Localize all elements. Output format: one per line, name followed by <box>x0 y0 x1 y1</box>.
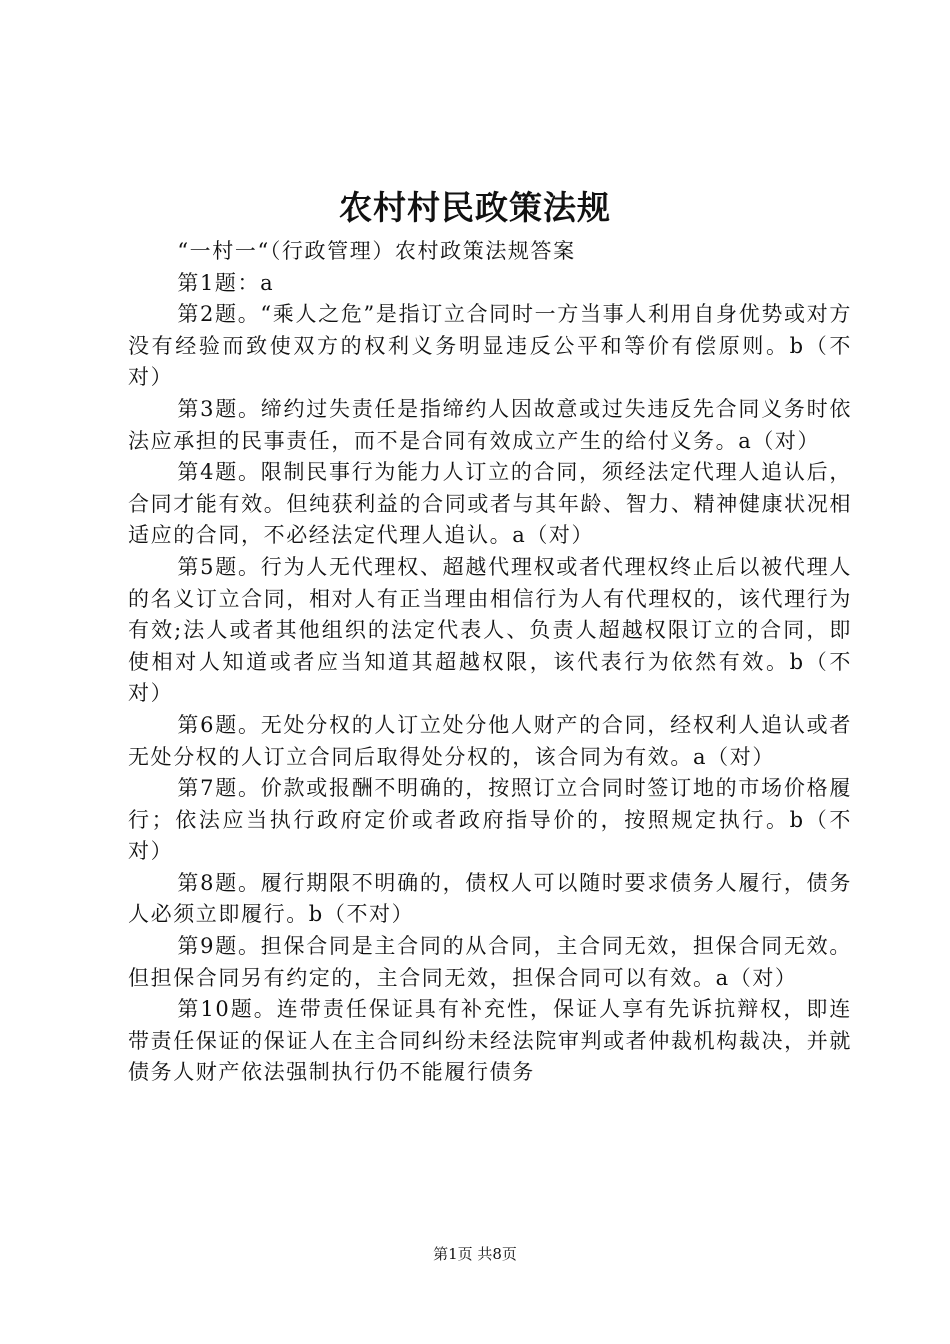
paragraph-q3: 第3题。缔约过失责任是指缔约人因故意或过失违反先合同义务时依法应承担的民事责任，而不是合同有效成立产生的给付义务。a（对） <box>128 396 852 453</box>
paragraph-q5: 第5题。行为人无代理权、超越代理权或者代理权终止后以被代理人的名义订立合同，相对人有正当理由相信行为人有代理权的，该代理行为有效;法人或者其他组织的法定代表人、负责人超越权限订立的合同，即使相对人知道或者应当知道其超越权限，该代表行为依然有效。b（不对） <box>128 554 852 706</box>
paragraph-heading: “一村一“（行政管理）农村政策法规答案 <box>177 239 576 263</box>
paragraph-q2: 第2题。“乘人之危”是指订立合同时一方当事人利用自身优势或对方没有经验而致使双方的权利义务明显违反公平和等价有偿原则。b（不对） <box>128 302 852 390</box>
document-body <box>128 236 852 1089</box>
paragraph-q9: 第9题。担保合同是主合同的从合同，主合同无效，担保合同无效。但担保合同另有约定的，主合同无效，担保合同可以有效。a（对） <box>128 934 852 990</box>
paragraph-q6: 第6题。无处分权的人订立处分他人财产的合同，经权利人追认或者无处分权的人订立合同后取得处分权的，该合同为有效。a（对） <box>128 712 852 769</box>
paragraph-q10: 第10题。连带责任保证具有补充性，保证人享有先诉抗辩权，即连带责任保证的保证人在主合同纠纷未经法院审判或者仲裁机构裁决，并就债务人财产依法强制执行仍不能履行债务 <box>128 997 852 1085</box>
paragraph-q8: 第8题。履行期限不明确的，债权人可以随时要求债务人履行，债务人必须立即履行。b（不对） <box>128 870 852 927</box>
paragraph-q1: 第1题：a <box>177 270 275 295</box>
page-footer: 第1页 共8页 <box>433 1245 517 1263</box>
paragraph-q4: 第4题。限制民事行为能力人订立的合同，须经法定代理人追认后，合同才能有效。但纯获利益的合同或者与其年龄、智力、精神健康状况相适应的合同，不必经法定代理人追认。a（对） <box>128 460 852 548</box>
paragraph-q7: 第7题。价款或报酬不明确的，按照订立合同时签订地的市场价格履行；依法应当执行政府定价或者政府指导价的，按照规定执行。b（不对） <box>128 776 852 864</box>
document-title: 农村村民政策法规 <box>339 188 611 227</box>
